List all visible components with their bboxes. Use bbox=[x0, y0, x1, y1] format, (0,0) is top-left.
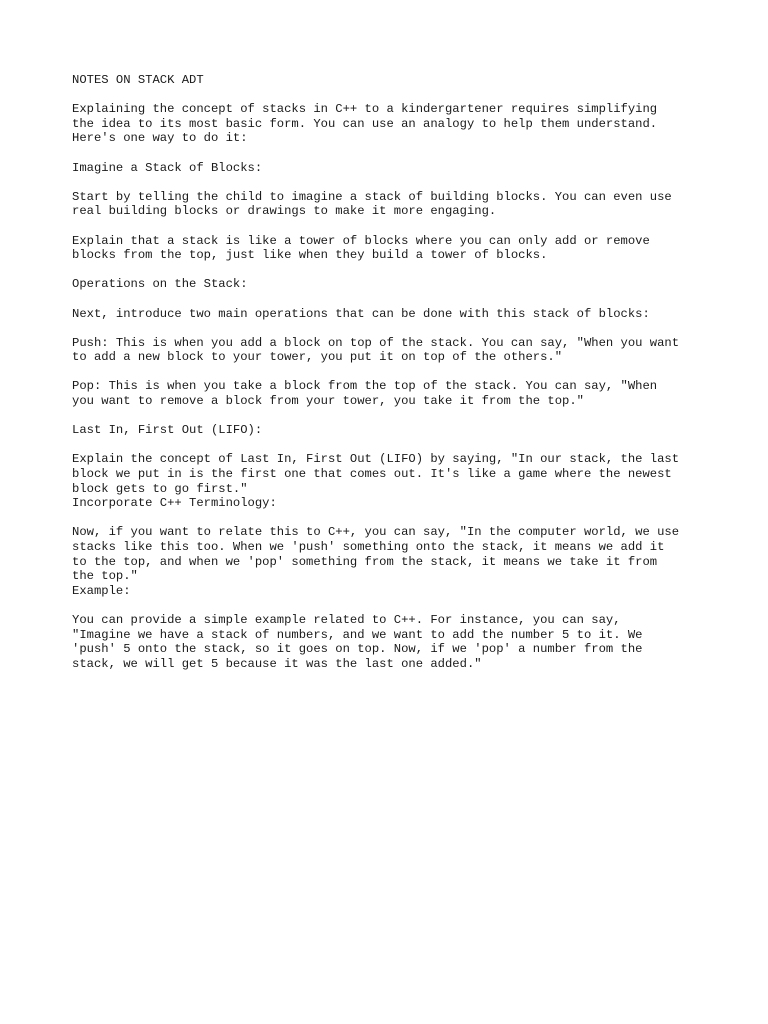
paragraph-push: Push: This is when you add a block on top of the stack. You can say, "When you want to add a new block to your tower, you put it on top of the others." bbox=[72, 335, 680, 365]
paragraph-lifo: Explain the concept of Last In, First Out (LIFO) by saying, "In our stack, the last block we put in is the first one that comes out. It's like a game where the newest block gets to go first." Incorporate C++ Terminology: bbox=[72, 452, 680, 511]
paragraph-pop: Pop: This is when you take a block from the top of the stack. You can say, "When you want to remove a block from your tower, you take it from the top." bbox=[72, 379, 658, 409]
paragraph-tower-analogy: Explain that a stack is like a tower of blocks where you can only add or remove blocks from the top, just like when they build a tower of blocks. bbox=[72, 233, 650, 263]
heading-operations: Operations on the Stack: bbox=[72, 277, 248, 292]
document-page bbox=[72, 73, 712, 671]
paragraph-example: You can provide a simple example related to C++. For instance, you can say, "Imagine we have a stack of numbers, and we want to add the number 5 to it. We 'push' 5 onto the stack, so it goes on top. Now, if we 'pop' a number from the stack, we will get 5 because it was the last one added." bbox=[72, 612, 643, 671]
paragraph-intro: Explaining the concept of stacks in C++ to a kindergartener requires simplifying the idea to its most basic form. You can use an analogy to help them understand. Here's one way to do it: bbox=[72, 102, 658, 146]
heading-stack-of-blocks: Imagine a Stack of Blocks: bbox=[72, 160, 263, 175]
document-title: NOTES ON STACK ADT bbox=[72, 73, 204, 87]
paragraph-operations-intro: Next, introduce two main operations that can be done with this stack of blocks: bbox=[72, 306, 650, 321]
paragraph-cpp-terminology: Now, if you want to relate this to C++, you can say, "In the computer world, we use stacks like this too. When we 'push' something onto the stack, it means we add it to the top, and when we 'pop' something from the stack, it means we take it from the top." Example: bbox=[72, 525, 680, 598]
heading-lifo: Last In, First Out (LIFO): bbox=[72, 423, 263, 438]
paragraph-building-blocks: Start by telling the child to imagine a stack of building blocks. You can even use real building blocks or drawings to make it more engaging. bbox=[72, 189, 672, 219]
